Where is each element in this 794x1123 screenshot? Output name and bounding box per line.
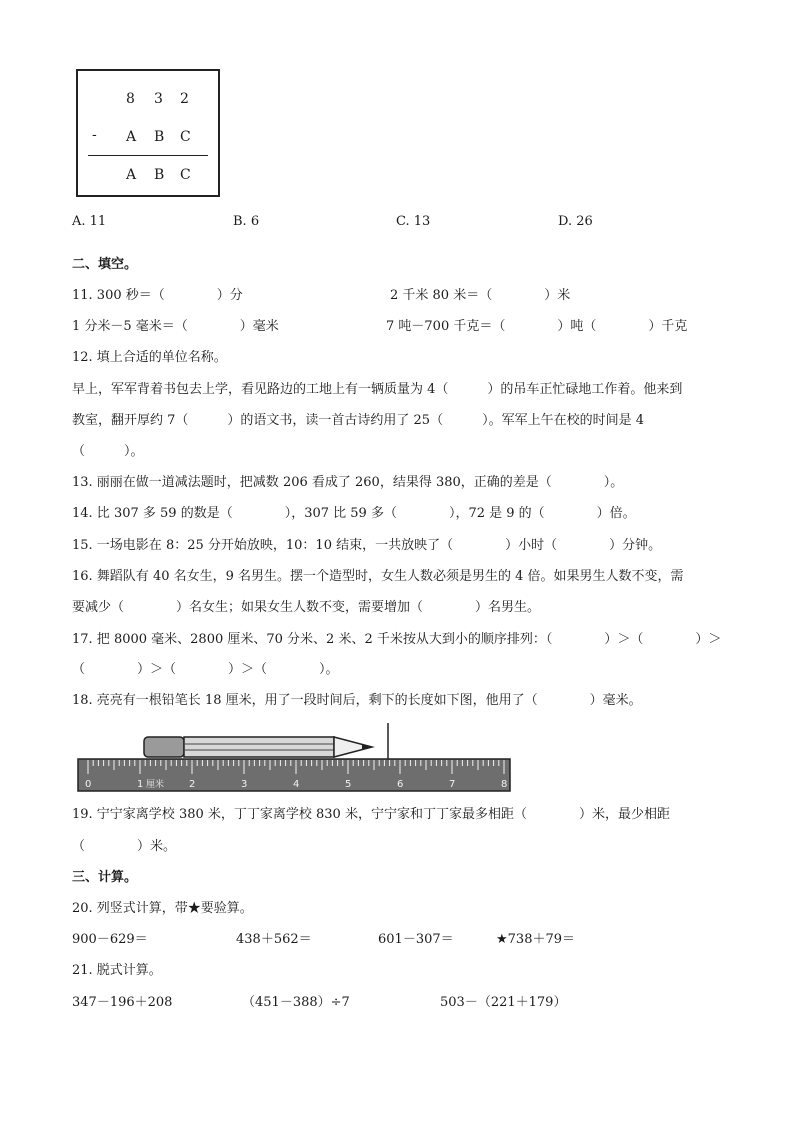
letter: B xyxy=(154,129,165,145)
pencil-ruler-figure xyxy=(76,723,512,793)
question-21-title: 21. 脱式计算。 xyxy=(72,963,162,978)
question-17-line: （ ）＞（ ）＞（ ）。 xyxy=(72,662,339,677)
option-d: D. 26 xyxy=(558,214,593,229)
calc-item: 900－629＝ xyxy=(72,932,148,947)
ruler-label: 7 xyxy=(449,779,456,790)
letter: C xyxy=(180,129,191,145)
ruler-label: 0 xyxy=(85,779,92,790)
question-15: 15. 一场电影在 8：25 分开始放映，10：10 结束，一共放映了（ ）小时（ ）分钟。 xyxy=(72,538,662,553)
question-12-line: （ ）。 xyxy=(72,444,144,459)
question-11a: 11. 300 秒＝（ ）分 xyxy=(72,288,243,303)
section-heading: 二、填空。 xyxy=(72,257,138,272)
section-heading: 三、计算。 xyxy=(72,870,138,885)
subtraction-figure xyxy=(76,69,220,197)
ruler-label: 1 xyxy=(137,779,144,790)
ruler-illustration xyxy=(76,723,512,793)
digit: 8 xyxy=(126,91,135,107)
letter: C xyxy=(180,167,191,183)
ruler-label: 8 xyxy=(501,779,508,790)
ruler-label: 5 xyxy=(345,779,352,790)
eraser-shape xyxy=(144,737,184,757)
letter: B xyxy=(154,167,165,183)
calc-item: ★738＋79＝ xyxy=(496,932,576,947)
question-18: 18. 亮亮有一根铅笔长 18 厘米，用了一段时间后，剩下的长度如下图，他用了（ ）毫米。 xyxy=(72,693,642,708)
letter: A xyxy=(126,167,137,183)
calc-item: 347－196＋208 xyxy=(72,995,173,1010)
question-12-title: 12. 填上合适的单位名称。 xyxy=(72,350,227,365)
calc-item: 601－307＝ xyxy=(378,932,454,947)
question-13: 13. 丽丽在做一道减法题时，把减数 206 看成了 260，结果得 380，正确的差是（ ）。 xyxy=(72,475,624,490)
sum-line xyxy=(88,155,208,156)
ruler-label: 6 xyxy=(397,779,404,790)
letter: A xyxy=(126,129,137,145)
question-11d: 7 吨－700 千克＝（ ）吨（ ）千克 xyxy=(386,319,688,334)
question-16-line: 要减少（ ）名女生；如果女生人数不变，需要增加（ ）名男生。 xyxy=(72,600,541,615)
question-19-line: 19. 宁宁家离学校 380 米，丁丁家离学校 830 米，宁宁家和丁丁家最多相距（ ）米，最少相距 xyxy=(72,807,670,822)
calc-item: （451－388）÷7 xyxy=(242,995,350,1010)
calc-item: 503－（221＋179） xyxy=(440,995,567,1010)
question-11b: 2 千米 80 米＝（ ）米 xyxy=(390,288,571,303)
option-b: B. 6 xyxy=(233,214,260,229)
option-c: C. 13 xyxy=(396,214,431,229)
question-14: 14. 比 307 多 59 的数是（ ），307 比 59 多（ ），72 是 9 的（ ）倍。 xyxy=(72,506,636,521)
question-11c: 1 分米－5 毫米＝（ ）毫米 xyxy=(72,319,279,334)
question-12-line: 早上，军军背着书包去上学，看见路边的工地上有一辆质量为 4（ ）的吊车正忙碌地工作着。他来到 xyxy=(72,382,683,397)
question-19-line: （ ）米。 xyxy=(72,839,177,854)
ruler-label: 3 xyxy=(241,779,248,790)
pencil-body-shape xyxy=(184,737,334,757)
minus-sign: - xyxy=(92,127,97,143)
digit: 2 xyxy=(180,91,189,107)
digit: 3 xyxy=(154,91,163,107)
option-a: A. 11 xyxy=(72,214,107,229)
ruler-label: 4 xyxy=(293,779,300,790)
calc-item: 438＋562＝ xyxy=(236,932,312,947)
ruler-unit-label: 厘米 xyxy=(146,780,165,790)
question-17-line: 17. 把 8000 毫米、2800 厘米、70 分米、2 米、2 千米按从大到小的顺序排列：（ ）＞（ ）＞ xyxy=(72,632,722,647)
question-12-line: 教室，翻开厚约 7（ ）的语文书，读一首古诗约用了 25（ ）。军军上午在校的时间是 4 xyxy=(72,413,644,428)
ruler-label: 2 xyxy=(189,779,196,790)
question-20-title: 20. 列竖式计算，带★要验算。 xyxy=(72,901,253,916)
question-16-line: 16. 舞蹈队有 40 名女生，9 名男生。摆一个造型时，女生人数必须是男生的 4 倍。如果男生人数不变，需 xyxy=(72,569,684,584)
